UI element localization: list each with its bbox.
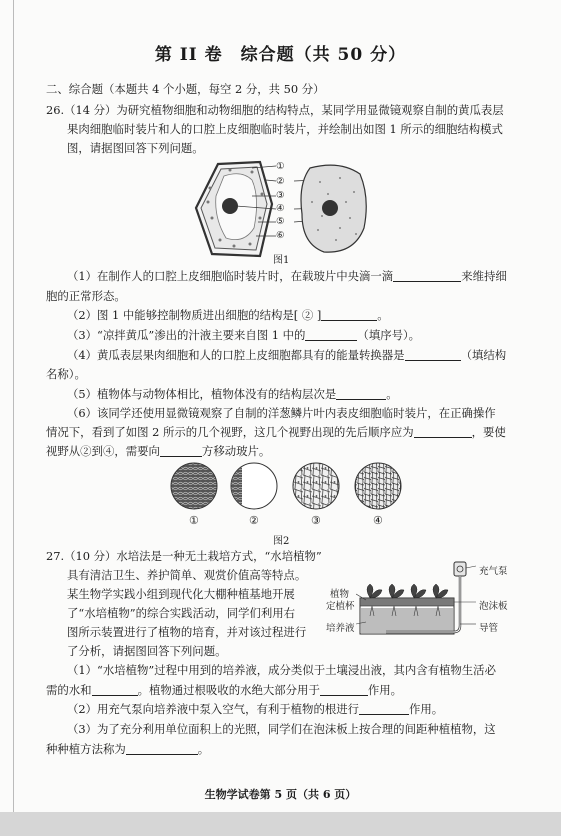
q26-2: （2）图 1 中能够控制物质进出细胞的结构是[ ② ] 。 [67,308,389,322]
viewer-bottom-bar [0,812,561,836]
q27-3-line-2: 种种植方法称为 。 [46,742,210,756]
plants [367,584,448,598]
q26-3: （3）“凉拌黄瓜”渗出的汁液主要来自图 1 中的 （填序号）。 [67,328,421,342]
answer-blank[interactable] [359,702,409,715]
figure-1-caption: 图1 [273,255,290,266]
q27-stem-line-3: 某生物学实践小组到现代化大棚种植基地开展 [67,587,295,601]
foam-board [360,598,454,606]
label-air-pump: 充气泵 [479,566,508,577]
fig1-label-6: ⑥ [276,230,285,241]
hydroponics-apparatus [356,558,476,644]
fig2-label-1: ① [189,514,199,527]
view-3 [293,463,339,509]
q27-stem-line-4: 了“水培植物”的综合实践活动，同学们利用右 [67,606,296,620]
figure-2-caption: 图2 [273,536,290,547]
label-foam-board: 泡沫板 [479,601,508,612]
answer-blank[interactable] [405,348,461,361]
page-footer: 生物学试卷第 5 页（共 6 页） [204,788,357,801]
fig1-label-1: ① [276,161,285,172]
q26-6-line-3: 视野从②到④，需要向 方移动玻片。 [46,444,271,458]
figure-2-microscope-views [168,461,408,513]
q26-stem-line-3: 图，请据图回答下列问题。 [67,141,204,155]
answer-blank[interactable] [320,683,368,696]
fig2-label-4: ④ [373,514,383,527]
q27-2: （2）用充气泵向培养液中泵入空气，有利于植物的根进行 作用。 [67,702,444,716]
q26-stem-line-1: 26.（14 分）为研究植物细胞和动物细胞的结构特点，某同学用显微镜观察自制的黄瓜表层 [46,103,504,117]
q26-6-line-2: 情况下，看到了如图 2 所示的几个视野，这几个视野出现的先后顺序应为 ，要使 [46,425,506,439]
q26-4-line-2: 名称）。 [46,367,86,381]
answer-blank[interactable] [305,328,357,341]
binding-line [13,0,14,812]
fig1-label-3: ③ [276,190,285,201]
q27-stem-line-6: 了分析，请据图回答下列问题。 [67,644,227,658]
fig1-label-4: ④ [276,203,285,214]
label-culture-liquid: 培养液 [326,623,355,634]
section-instructions: 二、综合题（本题共 4 个小题，每空 2 分，共 50 分） [46,82,325,96]
label-planting-cup: 定植杯 [326,601,355,612]
answer-blank[interactable] [414,425,472,438]
fig2-label-3: ③ [311,514,321,527]
q26-6-line-1: （6）该同学还使用显微镜观察了自制的洋葱鳞片叶内表皮细胞临时装片，在正确操作 [67,406,496,420]
answer-blank[interactable] [321,308,377,321]
view-4 [355,463,401,509]
plant-nucleus [222,198,238,214]
answer-blank[interactable] [393,269,461,282]
q27-stem-line-2: 具有清洁卫生、养护简单、观赏价值高等特点。 [67,568,307,582]
animal-nucleus [322,200,338,216]
fig1-label-5: ⑤ [276,216,285,227]
q26-stem-line-2: 果肉细胞临时装片和人的口腔上皮细胞临时装片，并绘制出如图 1 所示的细胞结构模式 [67,122,503,136]
q26-1-line-1: （1）在制作人的口腔上皮细胞临时装片时，在载玻片中央滴一滴 来维持细 [67,269,507,283]
answer-blank[interactable] [126,742,198,755]
q26-4-line-1: （4）黄瓜表层果肉细胞和人的口腔上皮细胞都具有的能量转换器是 （填结构 [67,348,507,362]
air-pump [454,562,466,576]
answer-blank[interactable] [336,387,386,400]
q27-1-line-2: 需的水和 。植物通过根吸收的水绝大部分用于 作用。 [46,683,403,697]
answer-blank[interactable] [160,444,202,457]
section-title: 第 II 卷 综合题（共 50 分） [154,45,407,65]
label-pipe: 导管 [479,623,499,634]
label-plant: 植物 [330,589,350,600]
q27-stem-line-5: 图所示装置进行了植物的培育，并对该过程进行 [67,625,307,639]
fig2-label-2: ② [249,514,259,527]
q27-stem-line-1: 27.（10 分）水培法是一种无土栽培方式，“水培植物” [46,549,322,563]
answer-blank[interactable] [92,683,138,696]
q26-1-line-2: 胞的正常形态。 [46,289,126,303]
fig1-label-2: ② [276,176,285,187]
view-1 [171,463,217,509]
q27-3-line-1: （3）为了充分利用单位面积上的光照，同学们在泡沫板上按合理的间距种植植物，这 [67,722,496,736]
q27-1-line-1: （1）“水培植物”过程中用到的培养液，成分类似于土壤浸出液，其内含有植物生活必 [67,663,496,677]
q26-5: （5）植物体与动物体相比，植物体没有的结构层次是 。 [67,387,398,401]
